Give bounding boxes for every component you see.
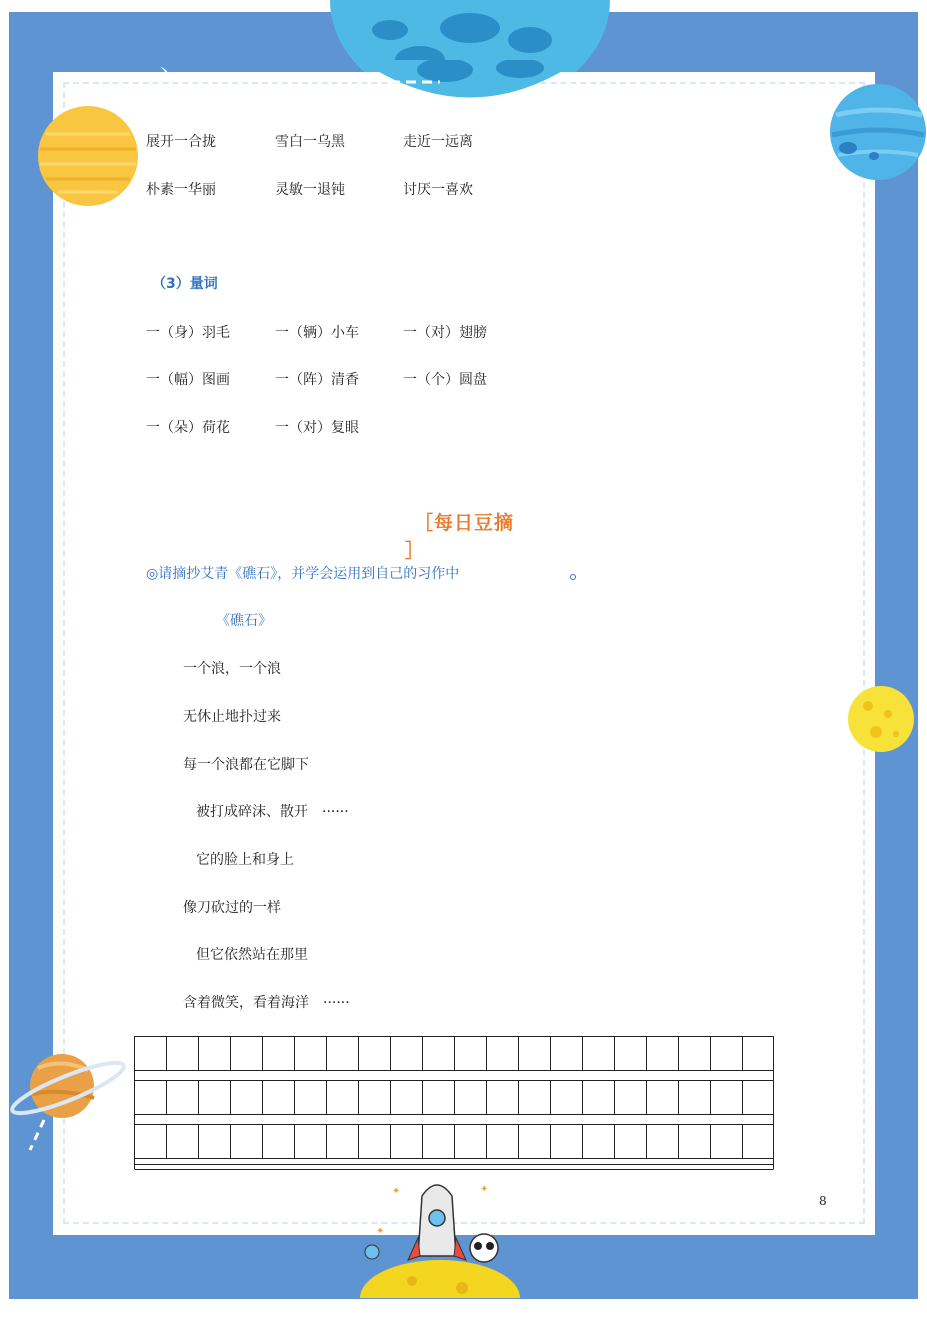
excerpt-instruction: ◎请摘抄艾青《礁石》，并学会运用到自己的习作中 <box>146 566 460 582</box>
svg-text:✦: ✦ <box>480 1184 489 1195</box>
page-number: 8 <box>819 1194 827 1208</box>
poem-line: 它的脸上和身上 <box>196 852 294 868</box>
poem-line: 一个浪，一个浪 <box>183 661 281 677</box>
svg-text:✦: ✦ <box>376 1226 385 1237</box>
writing-grid[interactable] <box>134 1036 776 1172</box>
section-heading: （3）量词 <box>152 276 218 292</box>
sparkle-icon: 丶 <box>155 62 173 83</box>
svg-text:✦: ✦ <box>392 1186 401 1197</box>
measure-word-item: 一（对）翅膀 <box>403 325 487 341</box>
yellow-moon-icon <box>846 684 916 754</box>
rocket-panda-illustration <box>352 1176 522 1298</box>
measure-word-item: 一（朵）荷花 <box>146 420 230 436</box>
poem-line: 但它依然站在那里 <box>196 947 308 963</box>
poem-line: 被打成碎沫、散开 ······ <box>196 804 349 820</box>
antonym-item: 雪白一乌黑 <box>275 134 345 150</box>
sun-planet-icon <box>36 104 140 208</box>
antonym-item: 朴素一华丽 <box>146 182 216 198</box>
daily-excerpt-title-end: ］ <box>405 540 425 562</box>
measure-word-item: 一（幅）图画 <box>146 372 230 388</box>
measure-word-item: 一（阵）清香 <box>275 372 359 388</box>
antonym-item: 灵敏一退钝 <box>275 182 345 198</box>
measure-word-item: 一（辆）小车 <box>275 325 359 341</box>
dot-mark <box>570 574 576 580</box>
antonym-item: 展开一合拢 <box>146 134 216 150</box>
antonym-item: 讨厌一喜欢 <box>403 182 473 198</box>
measure-word-item: 一（对）复眼 <box>275 420 359 436</box>
measure-word-item: 一（身）羽毛 <box>146 325 230 341</box>
poem-line: 无休止地扑过来 <box>183 709 281 725</box>
poem-title: 《礁石》 <box>216 613 272 629</box>
poem-line: 每一个浪都在它脚下 <box>183 757 309 773</box>
saturn-icon <box>8 1048 128 1154</box>
measure-word-item: 一（个）圆盘 <box>403 372 487 388</box>
moon-lower-part <box>330 60 610 120</box>
antonym-item: 走近一远离 <box>403 134 473 150</box>
blue-planet-icon <box>826 80 927 184</box>
poem-line: 像刀砍过的一样 <box>183 900 281 916</box>
daily-excerpt-title: ［每日豆摘 <box>414 512 515 534</box>
poem-line: 含着微笑，看着海洋 ······ <box>183 995 350 1011</box>
